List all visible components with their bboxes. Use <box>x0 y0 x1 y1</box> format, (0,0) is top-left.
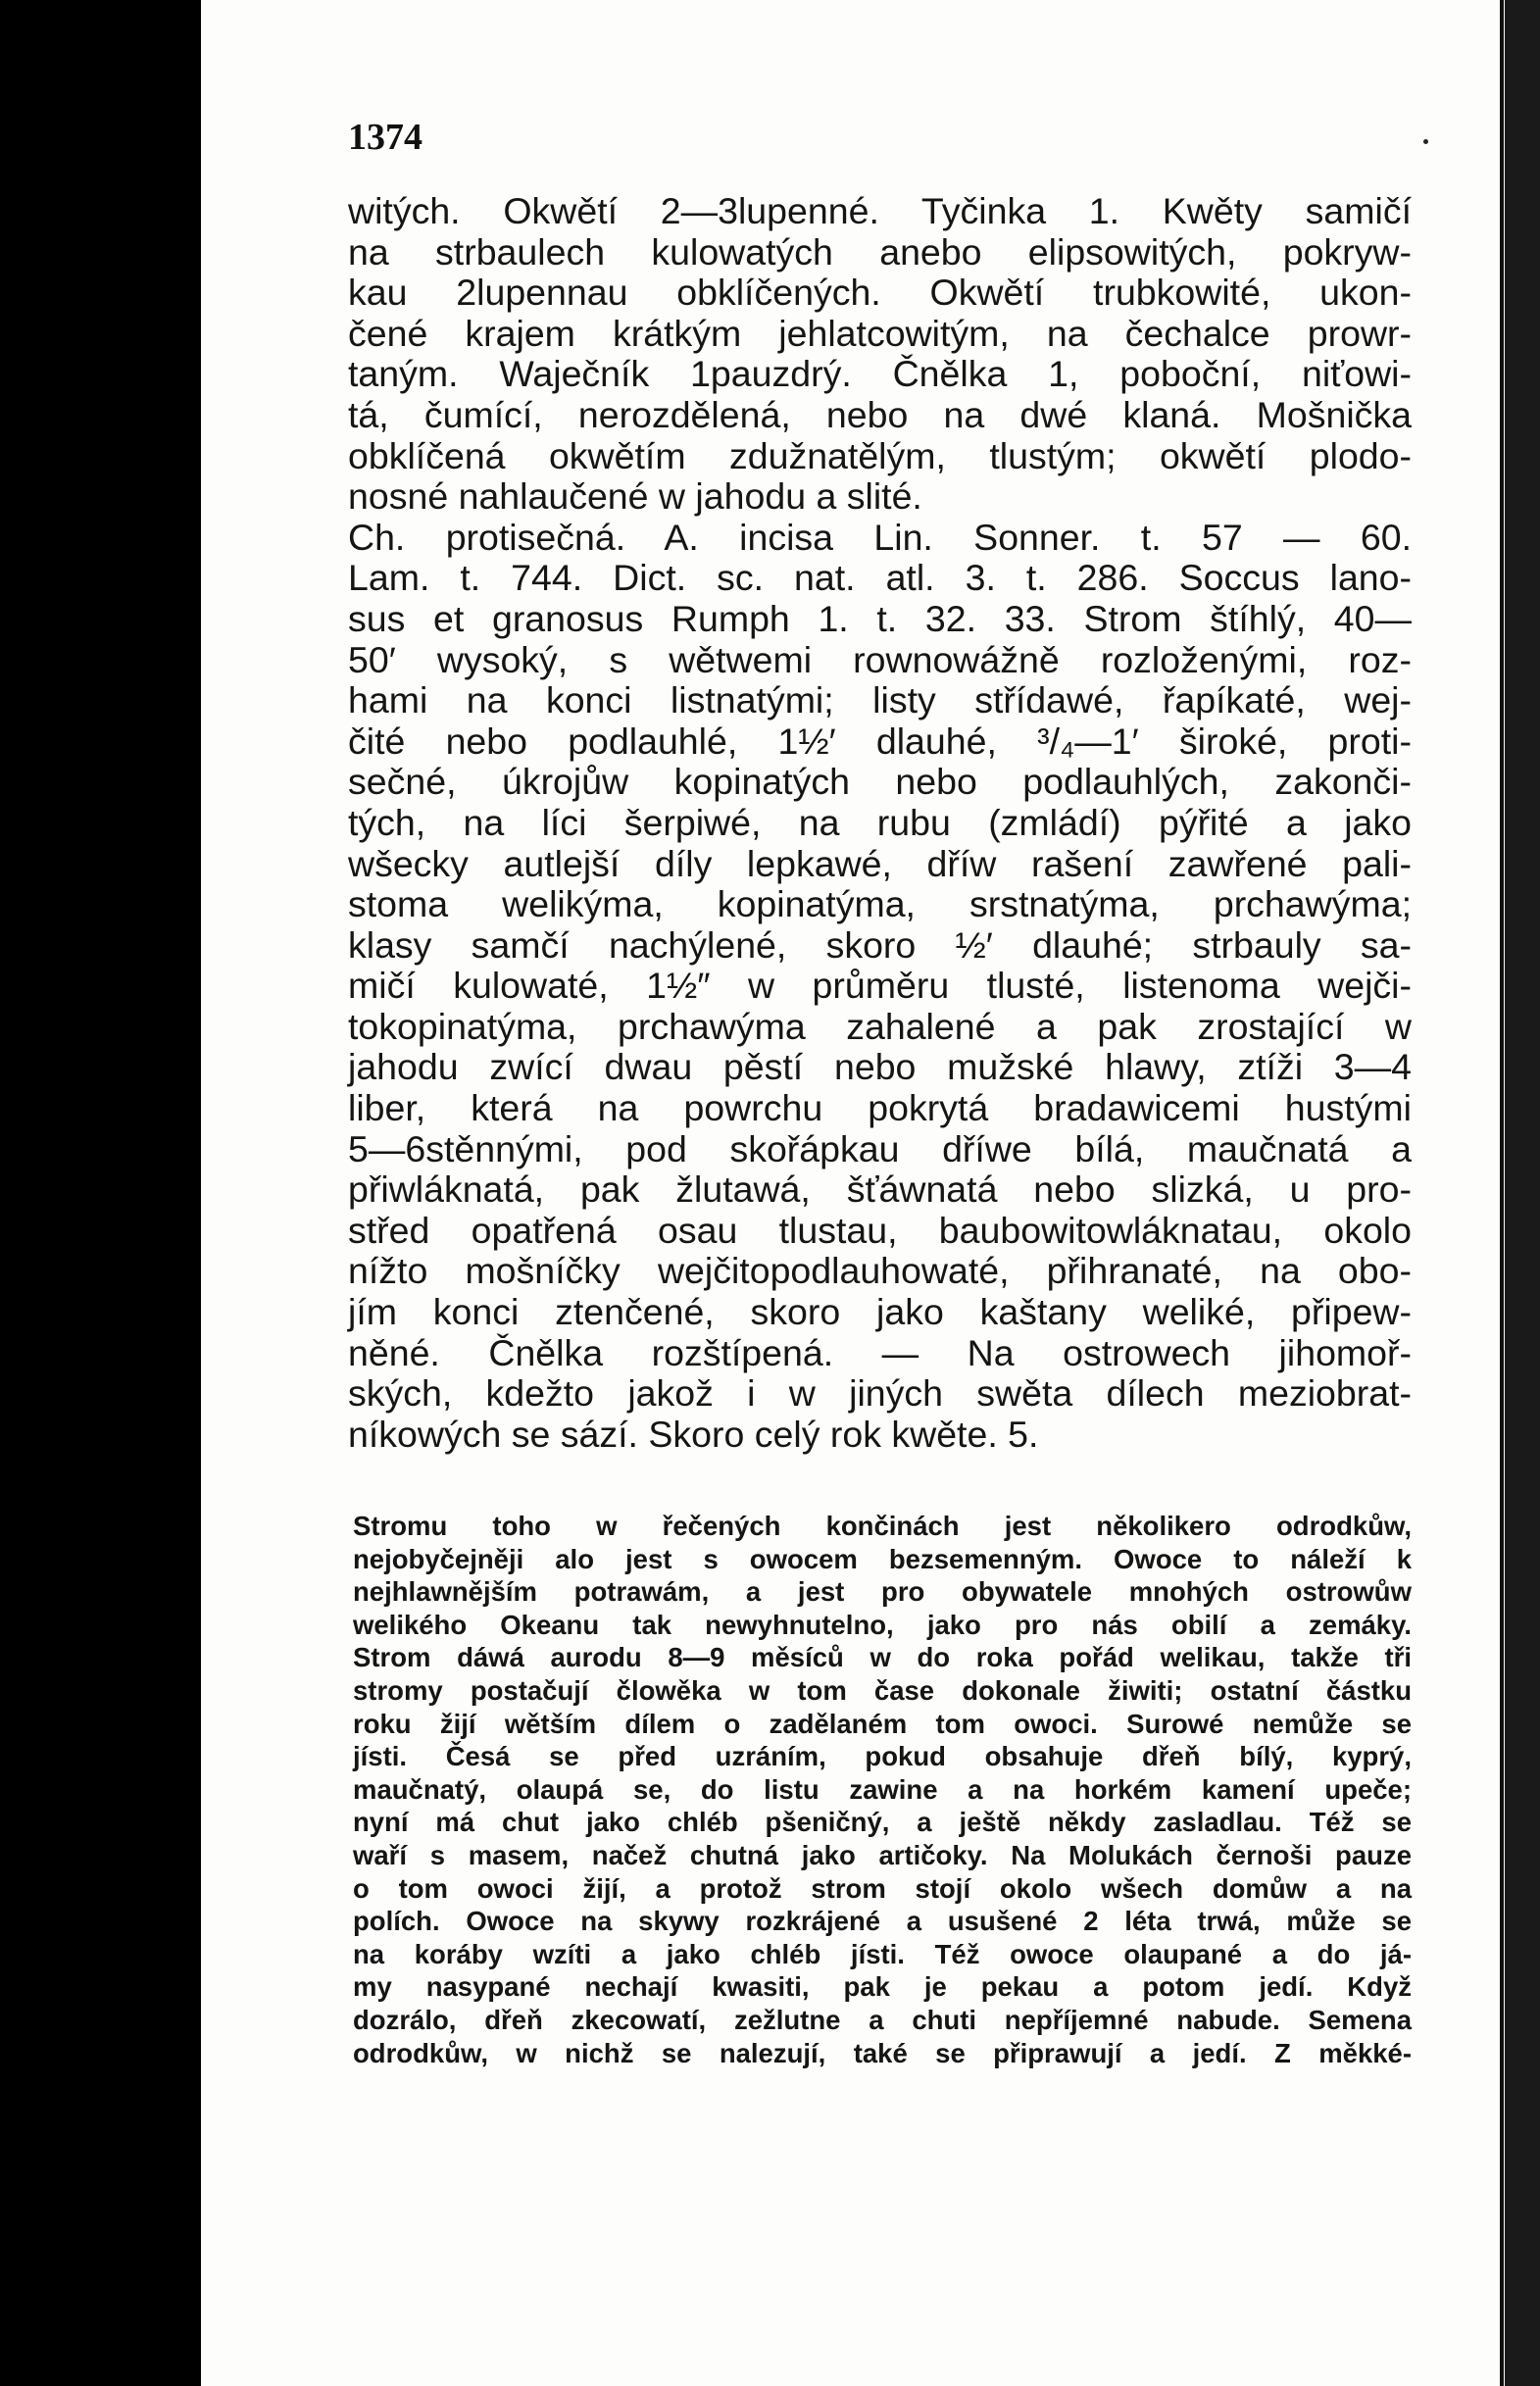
footnote-line: Stromu toho w řečených končinách jest několikero odrodkůw, <box>353 1511 1412 1541</box>
footnote-line: odrodkůw, w nichž se nalezují, také se připrawují a jedí. Z měkké- <box>353 2037 1412 2068</box>
text-line: witých. Okwětí 2—3lupenné. Tyčinka 1. Kwěty samičí <box>348 190 1412 231</box>
text-line: 5—6stěnnými, pod skořápkau dříwe bílá, maučnatá a <box>348 1127 1412 1169</box>
text-line: obklíčená okwětím zdužnatělým, tlustým; okwětí plodo- <box>348 434 1412 476</box>
text-line: čité nebo podlauhlé, 1½′ dlauhé, ³/₄—1′ široké, proti- <box>348 720 1412 762</box>
page-edge-rule <box>1500 0 1504 2386</box>
footnote-line: nyní má chut jako chléb pšeničný, a ještě někdy zasladlau. Též se <box>353 1807 1412 1838</box>
footnote-line: Strom dáwá aurodu 8—9 měsíců w do roka pořád welikau, takže tři <box>353 1642 1412 1673</box>
text-line: přiwláknatá, pak žlutawá, šťáwnatá nebo slizká, u pro- <box>348 1168 1412 1211</box>
text-line: tokopinatýma, prchawýma zahalené a pak zrostající w <box>348 1005 1412 1047</box>
text-line: jím konci ztenčené, skoro jako kaštany weliké, připew- <box>348 1291 1412 1333</box>
footnote-line: welikého Okeanu tak newyhnutelno, jako pro nás obilí a zemáky. <box>353 1609 1412 1640</box>
text-line: 50′ wysoký, s wětwemi rownowážně rozloženými, roz- <box>348 638 1412 680</box>
text-line: stoma welikýma, kopinatýma, srstnatýma, prchawýma; <box>348 883 1412 925</box>
text-line: nosné nahlaučené w jahodu a slité. <box>348 475 922 518</box>
text-line: čené krajem krátkým jehlatcowitým, na čechalce prowr- <box>348 312 1412 354</box>
text-line: kau 2lupennau obklíčených. Okwětí trubkowité, ukon- <box>348 272 1412 314</box>
text-line: wšecky autlejší díly lepkawé, dříw rašení zawřené pali- <box>348 842 1412 884</box>
footnote-line: roku žijí wětším dílem o zadělaném tom owoci. Surowé nemůže se <box>353 1708 1412 1739</box>
text-line: mičí kulowaté, 1½″ w průměru tlusté, listenoma wejči- <box>348 965 1412 1007</box>
text-line: liber, která na powrchu pokrytá bradawicemi hustými <box>348 1087 1412 1129</box>
page-number: 1374 <box>348 117 422 158</box>
text-line: Ch. protisečná. A. incisa Lin. Sonner. t. 57 — 60. <box>348 516 1412 558</box>
text-line: ských, kdežto jakož i w jiných swěta dílech meziobrat- <box>348 1372 1412 1415</box>
footnote-line: na koráby wzíti a jako chléb jísti. Též owoce olaupané a do já- <box>353 1938 1412 1969</box>
text-line: na strbaulech kulowatých anebo elipsowitých, pokryw- <box>348 230 1412 273</box>
footnote-line: dozrálo, dřeň zkecowatí, zežlutne a chuti nepříjemné nabude. Semena <box>353 2004 1412 2035</box>
text-line: střed opatřená osau tlustau, baubowitowláknatau, okolo <box>348 1209 1412 1251</box>
footnote-line: o tom owoci žijí, a protož strom stojí okolo wšech domůw a na <box>353 1872 1412 1904</box>
footnote-line: nejobyčejněji alo jest s owocem bezsemenným. Owoce to náleží k <box>353 1543 1412 1574</box>
text-line: Lam. t. 744. Dict. sc. nat. atl. 3. t. 286. Soccus lano- <box>348 557 1412 599</box>
footnote-line: jísti. Česá se před uzráním, pokud obsahuje dřeň bílý, kyprý, <box>353 1741 1412 1772</box>
text-line: tých, na líci šerpiwé, na rubu (zmládí) pýřité a jako <box>348 801 1412 843</box>
footnote-text-block <box>353 1510 1412 2069</box>
text-line: tá, čumící, nerozdělená, nebo na dwé klaná. Mošnička <box>348 393 1412 435</box>
footnote-line: waří s masem, načež chutná jako artičoky. Na Molukách černoši pauze <box>353 1839 1412 1870</box>
footnote-line: maučnatý, olaupá se, do listu zawine a na horkém kamení upeče; <box>353 1773 1412 1805</box>
scan-border <box>1505 0 1540 2386</box>
text-line: nížto mošníčky wejčitopodlauhowaté, přihranaté, na obo- <box>348 1250 1412 1292</box>
main-text-block <box>348 191 1412 1455</box>
text-line: něné. Čnělka rozštípená. — Na ostrowech jihomoř- <box>348 1331 1412 1373</box>
footnote-line: polích. Owoce na skywy rozkrájené a usušené 2 léta trwá, může se <box>353 1906 1412 1937</box>
text-line: klasy samčí nachýlené, skoro ½′ dlauhé; strbauly sa- <box>348 923 1412 966</box>
footnote-line: nejhlawnějším potrawám, a jest pro obywatele mnohých ostrowůw <box>353 1576 1412 1608</box>
print-speck <box>1423 139 1428 144</box>
text-line: hami na konci listnatými; listy střídawé, řapíkaté, wej- <box>348 679 1412 721</box>
footnote-line: stromy postačují člowěka w tom čase dokonale žiwiti; ostatní částku <box>353 1674 1412 1706</box>
text-line: taným. Waječník 1pauzdrý. Čnělka 1, poboční, niťowi- <box>348 353 1412 395</box>
text-line: jahodu zwící dwau pěstí nebo mužské hlawy, ztíži 3—4 <box>348 1046 1412 1088</box>
text-line: níkowých se sází. Skoro celý rok kwěte. 5. <box>348 1413 1039 1455</box>
footnote-line: my nasypané nechají kwasiti, pak je pekau a potom jedí. Když <box>353 1971 1412 2003</box>
text-line: sus et granosus Rumph 1. t. 32. 33. Strom štíhlý, 40— <box>348 597 1412 639</box>
text-line: sečné, úkrojůw kopinatých nebo podlauhlých, zakonči- <box>348 761 1412 803</box>
